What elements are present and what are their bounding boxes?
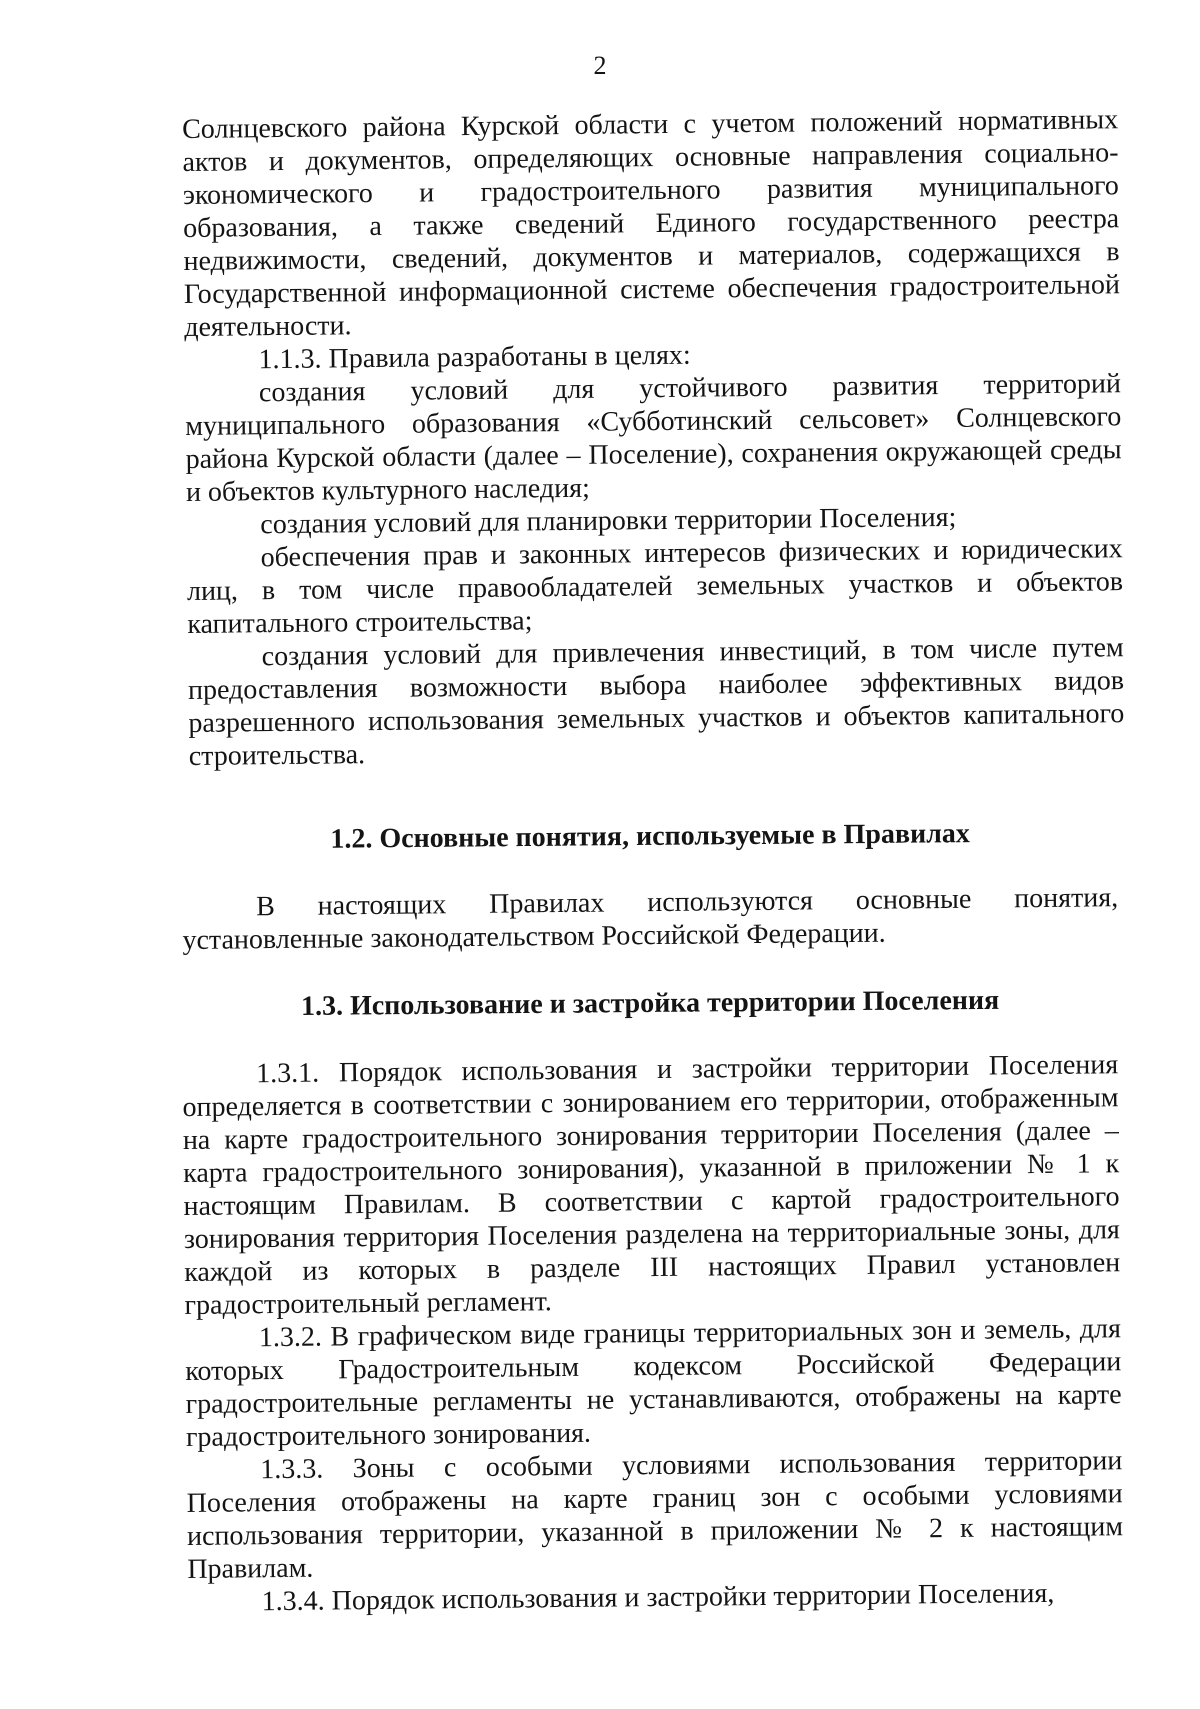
intro-text-block (182, 103, 1125, 773)
page-number: 2 (593, 51, 607, 80)
paragraph-1-3-3: 1.3.3. Зоны с особыми условиями использования территории Поселения отображены на карте границ зон с особыми условиями использования территории, указанной в приложении № 2 к настоящим Правилам. (186, 1445, 1124, 1585)
paragraph-1-3-2: 1.3.2. В графическом виде границы территориальных зон и земель, для которых Градостроительным кодексом Российской Федерации градостроительные регламенты не устанавливаются, отображены на карте градостроительного зонирования. (185, 1313, 1122, 1453)
paragraph-continuation: Солнцевского района Курской области с учетом положений нормативных актов и документов, определяющих основные направления социально-экономического и градостроительного развития муниципального образования, а также сведений Единого государственного реестра недвижимости, сведений, документов и материалов, содержащихся в Государственной информационной системе обеспечения градостроительной деятельности. (182, 104, 1121, 343)
paragraph-1-3-4: 1.3.4. Порядок использования и застройки территории Поселения, (261, 1577, 1055, 1618)
paragraph-basic-concepts: В настоящих Правилах используются основные понятия, установленные законодательством Российской Федерации. (182, 882, 1119, 956)
goal-item-planning: создания условий для планировки территории Поселения; (260, 501, 957, 541)
section-1-2-text (182, 881, 1119, 957)
section-1-3-text (182, 1048, 1124, 1619)
goal-item-sustainable-development: создания условий для устойчивого развития территорий муниципального образования «Субботинский сельсовет» Солнцевского района Курской области (далее – Поселение), сохранения окружающей среды и объектов культурного наследия; (185, 368, 1122, 508)
section-heading-1-3: 1.3. Использование и застройка территории Поселения (300, 984, 1000, 1022)
paragraph-1-1-3: 1.1.3. Правила разработаны в целях: (258, 339, 691, 376)
goal-item-rights: обеспечения прав и законных интересов физических и юридических лиц, в том числе правообладателей земельных участков и объектов капитального строительства; (186, 533, 1124, 640)
goal-item-investment: создания условий для привлечения инвестиций, в том числе путем предоставления возможности выбора наиболее эффективных видов разрешенного использования земельных участков и объектов капитального строительства. (187, 632, 1125, 772)
paragraph-1-3-1: 1.3.1. Порядок использования и застройки территории Поселения определяется в соответствии с зонированием его территории, отображенным на карте градостроительного зонирования территории Поселения (далее – карта градостроительного зонирования), указанной в приложении № 1 к настоящим Правилам. В соответствии с картой градостроительного зонирования территория Поселения разделена на территориальные зоны, для каждой из которых в разделе III настоящих Правил установлен градостроительный регламент. (182, 1049, 1121, 1321)
section-heading-1-2: 1.2. Основные понятия, используемые в Правилах (330, 818, 970, 855)
